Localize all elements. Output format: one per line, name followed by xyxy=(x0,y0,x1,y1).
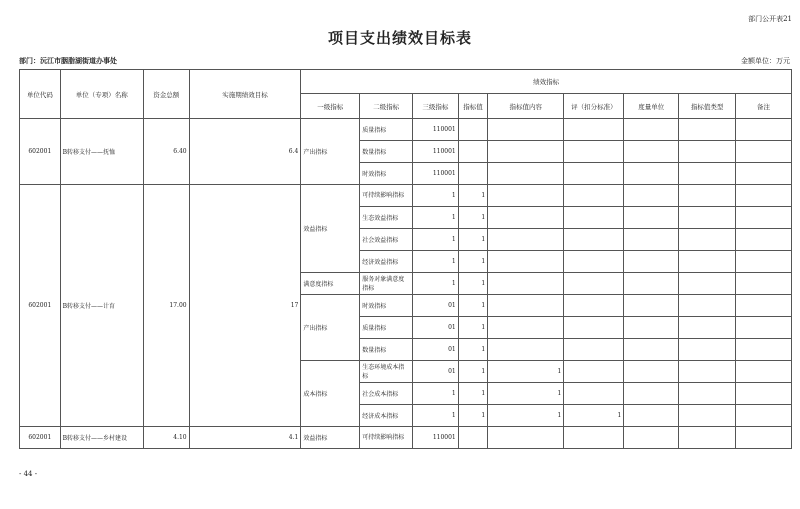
col-header-lvl2: 二级指标 xyxy=(360,94,413,119)
level3-indicator: 01 xyxy=(413,339,459,361)
level2-indicator: 经济成本指标 xyxy=(360,405,413,427)
col-header-lvl1: 一级指标 xyxy=(301,94,360,119)
level1-indicator: 产出指标 xyxy=(301,119,360,185)
col-header-amount: 资金总额 xyxy=(143,70,189,119)
level3-indicator: 1 xyxy=(413,383,459,405)
indicator-value xyxy=(458,119,487,141)
table-row xyxy=(20,427,792,449)
col-header-vtype: 指标值类型 xyxy=(679,94,736,119)
project-amount: 17.00 xyxy=(143,185,189,427)
col-header-measure: 度量单位 xyxy=(624,94,679,119)
level2-indicator: 生态环境成本指标 xyxy=(360,361,413,383)
col-header-perf: 绩效指标 xyxy=(301,70,792,94)
level1-indicator: 成本指标 xyxy=(301,361,360,427)
level2-indicator: 时效指标 xyxy=(360,163,413,185)
page-title: 项目支出绩效目标表 xyxy=(327,29,472,47)
department-label: 部门：沅江市胭脂湖街道办事处 xyxy=(19,56,117,65)
project-name: B转移支付——计育 xyxy=(60,185,143,427)
col-header-value: 指标值 xyxy=(458,94,487,119)
indicator-value: 1 xyxy=(458,207,487,229)
level3-indicator: 1 xyxy=(413,273,459,295)
level1-indicator: 满意度指标 xyxy=(301,273,360,295)
remark xyxy=(736,119,792,141)
level3-indicator: 1 xyxy=(413,207,459,229)
level3-indicator: 110001 xyxy=(413,163,459,185)
level2-indicator: 数量指标 xyxy=(360,141,413,163)
level2-indicator: 可持续影响指标 xyxy=(360,185,413,207)
project-amount: 4.10 xyxy=(143,427,189,449)
level3-indicator: 1 xyxy=(413,251,459,273)
value-content: 1 xyxy=(488,361,564,383)
level3-indicator: 110001 xyxy=(413,141,459,163)
indicator-value: 1 xyxy=(458,405,487,427)
level3-indicator: 110001 xyxy=(413,427,459,449)
indicator-value: 1 xyxy=(458,317,487,339)
col-header-eval: 评（扣分标准） xyxy=(564,94,624,119)
table-row xyxy=(20,119,792,141)
scoring-standard: 1 xyxy=(564,405,624,427)
indicator-value: 1 xyxy=(458,361,487,383)
unit-code: 602001 xyxy=(20,185,61,427)
unit-code: 602001 xyxy=(20,119,61,185)
project-target: 17 xyxy=(189,185,301,427)
col-header-target: 实施期绩效目标 xyxy=(189,70,301,119)
level3-indicator: 1 xyxy=(413,405,459,427)
col-header-name: 单位（专项）名称 xyxy=(60,70,143,119)
level2-indicator: 生态效益指标 xyxy=(360,207,413,229)
indicator-value: 1 xyxy=(458,185,487,207)
level3-indicator: 110001 xyxy=(413,119,459,141)
level2-indicator: 社会成本指标 xyxy=(360,383,413,405)
level2-indicator: 时效指标 xyxy=(360,295,413,317)
indicator-value: 1 xyxy=(458,383,487,405)
level2-indicator: 社会效益指标 xyxy=(360,229,413,251)
form-number: 部门公开表21 xyxy=(748,15,792,23)
project-amount: 6.40 xyxy=(143,119,189,185)
level3-indicator: 1 xyxy=(413,185,459,207)
level2-indicator: 数量指标 xyxy=(360,339,413,361)
level1-indicator: 效益指标 xyxy=(301,185,360,273)
indicator-value: 1 xyxy=(458,229,487,251)
level2-indicator: 服务对象满意度指标 xyxy=(360,273,413,295)
performance-table xyxy=(19,69,792,449)
project-target: 4.1 xyxy=(189,427,301,449)
indicator-value: 1 xyxy=(458,295,487,317)
unit-code: 602001 xyxy=(20,427,61,449)
col-header-code: 单位代码 xyxy=(20,70,61,119)
col-header-content: 指标值内容 xyxy=(488,94,564,119)
level1-indicator: 产出指标 xyxy=(301,295,360,361)
measure-unit xyxy=(624,119,679,141)
level3-indicator: 01 xyxy=(413,317,459,339)
amount-unit-label: 金额单位：万元 xyxy=(741,57,790,65)
value-content xyxy=(488,119,564,141)
level3-indicator: 01 xyxy=(413,361,459,383)
level1-indicator: 效益指标 xyxy=(301,427,360,449)
level2-indicator: 质量指标 xyxy=(360,317,413,339)
value-type xyxy=(679,119,736,141)
col-header-note: 备注 xyxy=(736,94,792,119)
indicator-value: 1 xyxy=(458,251,487,273)
project-target: 6.4 xyxy=(189,119,301,185)
level2-indicator: 经济效益指标 xyxy=(360,251,413,273)
page-number: - 44 - xyxy=(19,470,38,478)
scoring-standard xyxy=(564,119,624,141)
level3-indicator: 1 xyxy=(413,229,459,251)
level2-indicator: 可持续影响指标 xyxy=(360,427,413,449)
indicator-value: 1 xyxy=(458,339,487,361)
project-name: B转移支付——抚恤 xyxy=(60,119,143,185)
table-row xyxy=(20,185,792,207)
value-content: 1 xyxy=(488,383,564,405)
value-content: 1 xyxy=(488,405,564,427)
project-name: B转移支付——乡村建设 xyxy=(60,427,143,449)
indicator-value: 1 xyxy=(458,273,487,295)
col-header-lvl3: 三级指标 xyxy=(413,94,459,119)
level3-indicator: 01 xyxy=(413,295,459,317)
level2-indicator: 质量指标 xyxy=(360,119,413,141)
